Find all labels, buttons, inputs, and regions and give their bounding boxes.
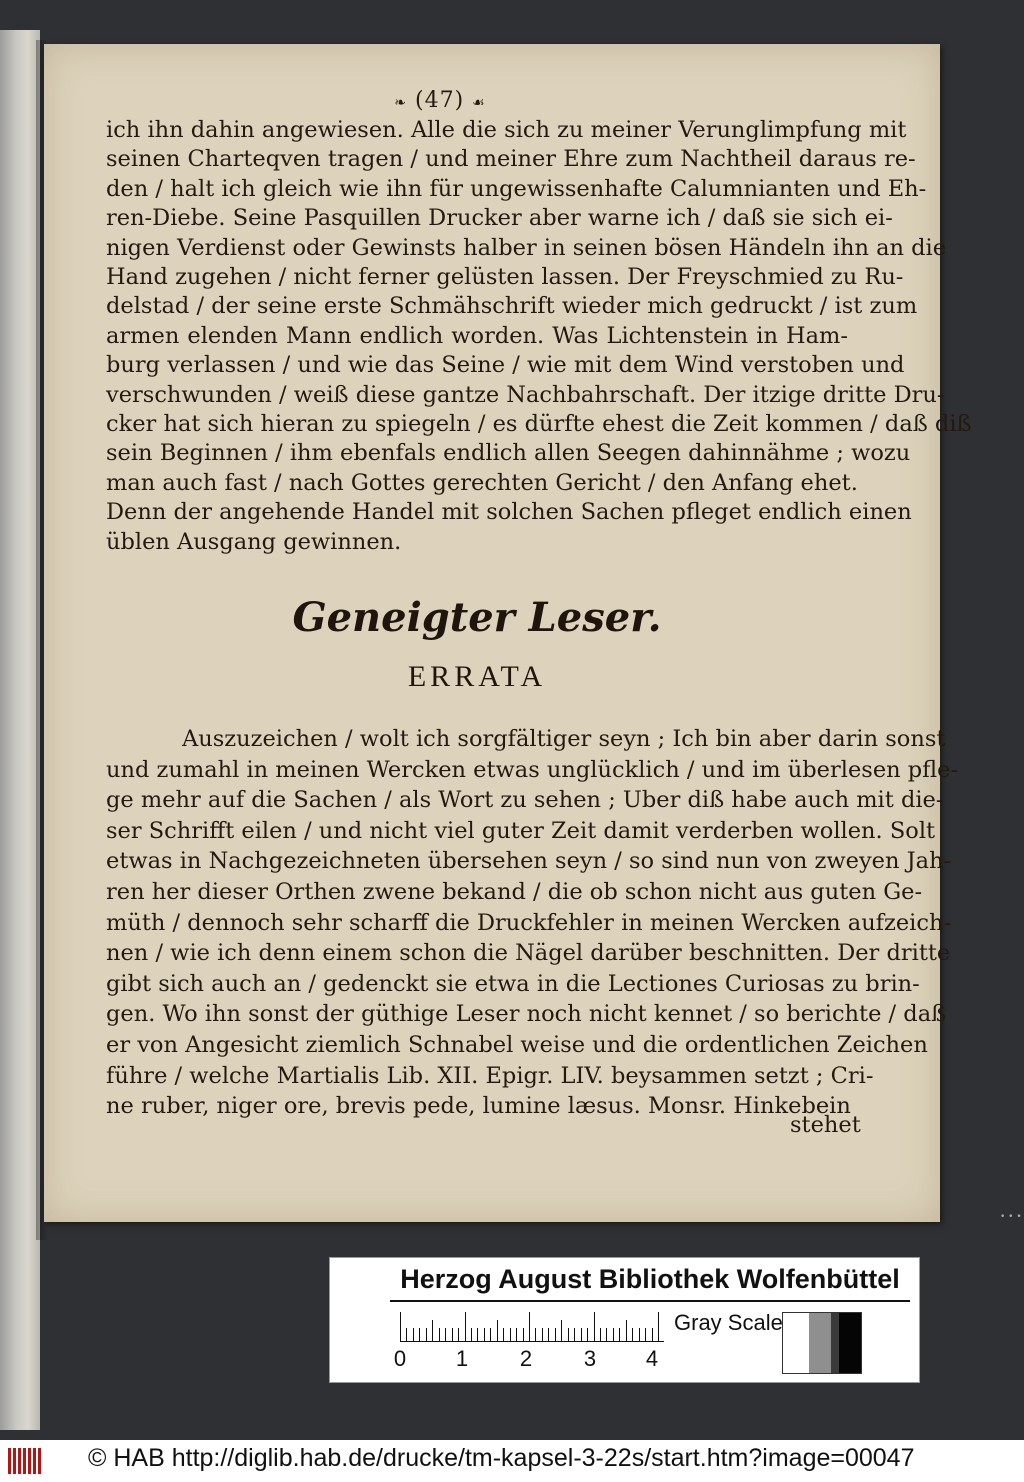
page-number-text: (47)	[415, 88, 465, 113]
logo-bar	[28, 1448, 31, 1474]
text-line: Auszuzeichen / wolt ich sorgfältiger seyn ; Ich bin aber darin sonst	[182, 726, 946, 752]
ruler-tick	[535, 1328, 536, 1342]
ruler-number: 4	[645, 1346, 659, 1371]
text-line: ren-Diebe. Seine Pasquillen Drucker aber warne ich / daß sie sich ei-	[106, 205, 893, 232]
ruler-tick	[452, 1328, 453, 1342]
color-reference-card	[329, 1257, 920, 1383]
ruler-tick	[632, 1328, 633, 1342]
gray-swatch	[831, 1313, 839, 1373]
text-line: burg verlassen / und wie das Seine / wie mit dem Wind verstoben und	[106, 352, 905, 379]
ornament-left-icon: ❧	[394, 95, 407, 111]
hab-logo-icon	[8, 1448, 48, 1474]
ruler-tick	[490, 1328, 491, 1342]
ruler-tick	[426, 1328, 427, 1342]
text-line: und zumahl in meinen Wercken etwas unglücklich / und im überlesen pfle-	[106, 756, 959, 783]
ruler-tick	[510, 1328, 511, 1342]
gray-scale-swatches	[782, 1312, 862, 1374]
ruler-tick	[445, 1328, 446, 1342]
text-line: cker hat sich hieran zu spiegeln / es dürfte ehest die Zeit kommen / daß diß	[106, 411, 972, 438]
ruler-tick	[613, 1328, 614, 1342]
ruler-tick	[581, 1328, 582, 1342]
logo-bar	[38, 1448, 41, 1474]
ruler-tick	[413, 1328, 414, 1342]
text-line: Denn der angehende Handel mit solchen Sachen pfleget endlich einen	[106, 499, 912, 526]
ornament-right-icon: ☙	[472, 95, 486, 111]
ruler-tick	[477, 1328, 478, 1342]
text-line: armen elenden Mann endlich worden. Was Lichtenstein in Ham-	[106, 322, 848, 349]
ruler-tick	[639, 1328, 640, 1342]
text-line: delstad / der seine erste Schmähschrift wieder mich gedruckt / ist zum	[106, 293, 918, 320]
text-line: nigen Verdienst oder Gewinsts halber in seinen bösen Händeln ihn an die	[106, 234, 947, 261]
ruler-tick	[548, 1328, 549, 1342]
errata-paragraph	[106, 724, 959, 1122]
text-line: ren her dieser Orthen zwene bekand / die ob schon nicht aus guten Ge-	[106, 878, 923, 905]
ruler-tick	[619, 1328, 620, 1342]
ruler-tick	[645, 1328, 646, 1342]
text-line: etwas in Nachgezeichneten übersehen seyn / so sind nun von zweyen Jah-	[106, 848, 952, 875]
ruler-tick	[555, 1328, 556, 1342]
ruler-number: 3	[583, 1346, 597, 1371]
logo-bar	[18, 1448, 21, 1474]
ruler-tick	[606, 1328, 607, 1342]
ruler-tick	[471, 1328, 472, 1342]
ruler-tick	[587, 1328, 588, 1342]
footer-bar	[0, 1440, 1024, 1482]
gray-swatch	[809, 1313, 831, 1373]
text-line: gen. Wo ihn sonst der güthige Leser noch nicht kennet / so berichte / daß	[106, 1001, 947, 1028]
gray-swatch	[783, 1313, 809, 1373]
logo-bar	[23, 1448, 26, 1474]
ruler-number: 1	[455, 1346, 469, 1371]
text-line: verschwunden / weiß diese gantze Nachbahrschaft. Der itzige dritte Dru-	[106, 381, 945, 408]
ruler-tick	[458, 1328, 459, 1342]
logo-bar	[13, 1448, 16, 1474]
footer-copyright-link[interactable]: © HAB http://diglib.hab.de/drucke/tm-kapsel-3-22s/start.htm?image=00047	[88, 1444, 915, 1472]
text-line: ge mehr auf die Sachen / als Wort zu sehen ; Uber diß habe auch mit die-	[106, 787, 944, 814]
corner-marks: • • •	[1000, 1212, 1022, 1222]
text-line: nen / wie ich denn einem schon die Nägel darüber beschnitten. Der dritte	[106, 940, 951, 967]
text-line: müth / dennoch sehr scharff die Druckfehler in meinen Wercken aufzeich-	[106, 909, 952, 936]
gray-scale-label: Gray Scale	[674, 1310, 783, 1335]
ruler-tick	[497, 1320, 498, 1342]
text-line: Hand zugehen / nicht ferner gelüsten lassen. Der Freyschmied zu Ru-	[106, 264, 904, 291]
ruler-tick	[542, 1328, 543, 1342]
ruler-tick	[439, 1328, 440, 1342]
scale-ruler	[400, 1308, 664, 1342]
logo-bar	[33, 1448, 36, 1474]
ruler-tick	[594, 1312, 595, 1342]
catchword: stehet	[790, 1112, 861, 1138]
ruler-tick	[523, 1328, 524, 1342]
logo-bar	[8, 1448, 11, 1474]
text-line: ser Schrifft eilen / und nicht viel guter Zeit damit verderben wollen. Solt	[106, 817, 936, 844]
text-line: den / halt ich gleich wie ihn für ungewissenhafte Calumnianten und Eh-	[106, 175, 927, 202]
ruler-tick	[652, 1328, 653, 1342]
ruler-tick	[400, 1312, 401, 1342]
ruler-tick	[503, 1328, 504, 1342]
ruler-tick	[600, 1328, 601, 1342]
ruler-tick	[465, 1312, 466, 1342]
errata-heading: ERRATA	[407, 660, 547, 693]
ruler-tick	[561, 1320, 562, 1342]
text-line: üblen Ausgang gewinnen.	[106, 528, 402, 555]
text-line: seinen Charteqven tragen / und meiner Ehre zum Nachtheil daraus re-	[106, 146, 916, 173]
text-line: ne ruber, niger ore, brevis pede, lumine læsus. Monsr. Hinkebein	[106, 1093, 851, 1120]
page-number	[370, 88, 510, 113]
ruler-tick	[432, 1320, 433, 1342]
library-title: Herzog August Bibliothek Wolfenbüttel	[400, 1264, 900, 1294]
text-line: führe / welche Martialis Lib. XII. Epigr. LIV. beysammen setzt ; Cri-	[106, 1062, 874, 1089]
ruler-tick	[406, 1328, 407, 1342]
ruler-tick	[626, 1320, 627, 1342]
text-line: ich ihn dahin angewiesen. Alle die sich zu meiner Verunglimpfung mit	[106, 117, 907, 143]
ruler-number: 2	[519, 1346, 533, 1371]
ruler-tick	[658, 1312, 659, 1342]
binding-edge	[0, 30, 40, 1430]
body-paragraph	[106, 116, 972, 557]
card-divider	[390, 1300, 910, 1302]
text-line: er von Angesicht ziemlich Schnabel weise und die ordentlichen Zeichen	[106, 1031, 928, 1058]
section-heading: Geneigter Leser.	[292, 594, 662, 641]
ruler-tick	[516, 1328, 517, 1342]
text-line: sein Beginnen / ihm ebenfals endlich allen Seegen dahinnähme ; wozu	[106, 440, 911, 467]
ruler-number: 0	[393, 1346, 407, 1371]
gray-swatch	[839, 1313, 861, 1373]
text-line: gibt sich auch an / gedenckt sie etwa in die Lectiones Curiosas zu brin-	[106, 970, 920, 997]
text-line: man auch fast / nach Gottes gerechten Gericht / den Anfang ehet.	[106, 469, 858, 496]
ruler-tick	[574, 1328, 575, 1342]
ruler-tick	[419, 1328, 420, 1342]
ruler-tick	[529, 1312, 530, 1342]
ruler-tick	[568, 1328, 569, 1342]
ruler-tick	[484, 1328, 485, 1342]
